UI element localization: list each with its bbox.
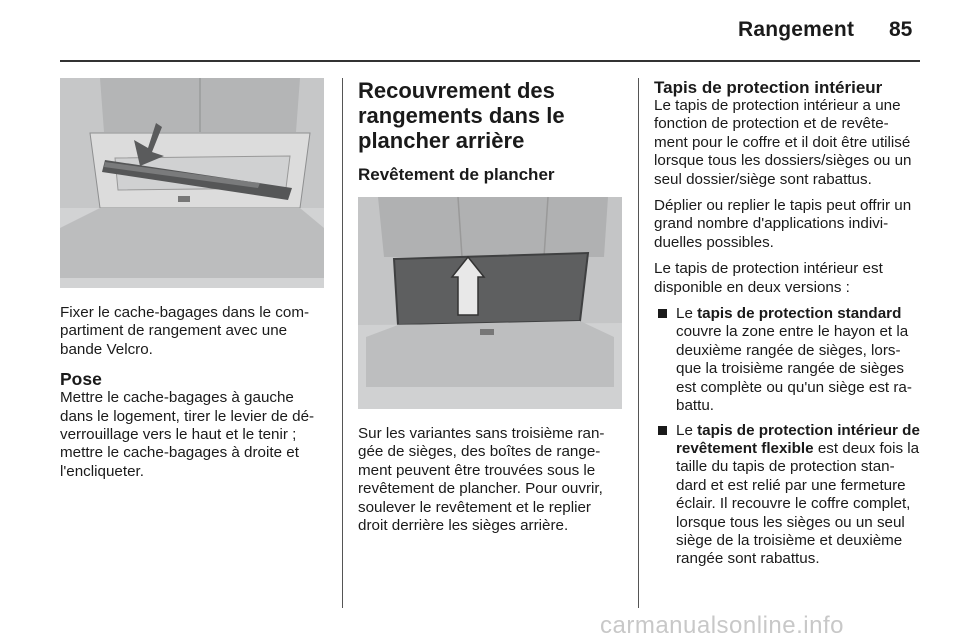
- column-2: [358, 78, 622, 543]
- section-paragraph: Sur les variantes sans troisième ran-gée de sièges, des boîtes de range-ment peuvent être trouvées sous le revêtement de plancher. Pour ouvrir, soulever le revêtement et le replier droit derrière les sièges arrière.: [358, 425, 605, 535]
- col3-heading: Tapis de protection intérieur: [654, 78, 883, 97]
- col3-paragraph-2: Déplier ou replier le tapis peut offrir un grand nombre d'applications indivi-duelles possibles.: [654, 197, 912, 251]
- page-number: 85: [889, 18, 913, 41]
- col3-paragraph-3: Le tapis de protection intérieur est disponible en deux versions :: [654, 260, 883, 296]
- bullet-bold-term: tapis de protection intérieur de revêtement flexible: [676, 421, 920, 457]
- bullet-square-icon: [658, 426, 667, 435]
- bullet-prefix: Le: [676, 421, 698, 439]
- bullet-square-icon: [658, 309, 667, 318]
- figure-caption: Fixer le cache-bagages dans le com-partiment de rangement avec une bande Velcro.: [60, 304, 310, 358]
- pose-text: Mettre le cache-bagages à gauche dans le logement, tirer le levier de dé-verrouillage vers le haut et le tenir ; mettre le cache-bagages à droite et l'encliqueter.: [60, 389, 315, 480]
- section-subheading: Revêtement de plancher: [358, 165, 555, 184]
- column-divider-1: [342, 78, 343, 608]
- column-3: [654, 78, 922, 577]
- versions-list: [654, 305, 922, 569]
- list-item: [654, 305, 922, 415]
- figure-cargo-cover-stowage: [60, 78, 324, 288]
- figure-floor-cover: [358, 197, 622, 409]
- bullet-bold-term: tapis de protection standard: [697, 305, 902, 323]
- header-title: Rangement: [738, 18, 855, 41]
- header-rule: [60, 60, 920, 62]
- bullet-text: est deux fois la taille du tapis de protection stan-dard et est relié par une fermeture éclair. Il recouvre le coffre complet, lorsque tous les sièges ou un seul siège de la troisième et deuxième rangée sont rabattus.: [676, 439, 920, 568]
- column-1: [60, 78, 326, 489]
- section-heading: Recouvrement des rangements dans le plancher arrière: [358, 78, 565, 153]
- col3-paragraph-1: Le tapis de protection intérieur a une fonction de protection et de revête-ment pour le coffre et il doit être utilisé lorsque tous les dossiers/sièges ou un seul dossier/siège sont rabattus.: [654, 97, 912, 188]
- list-item: [654, 422, 922, 569]
- bullet-prefix: Le: [676, 305, 698, 323]
- pose-heading: Pose: [60, 369, 102, 390]
- column-divider-2: [638, 78, 639, 608]
- footer-watermark: carmanualsonline.info: [600, 612, 844, 639]
- bullet-text: couvre la zone entre le hayon et la deuxième rangée de sièges, lors-que la troisième rangée de sièges est complète ou qu'un siège est ra-battu.: [676, 323, 912, 415]
